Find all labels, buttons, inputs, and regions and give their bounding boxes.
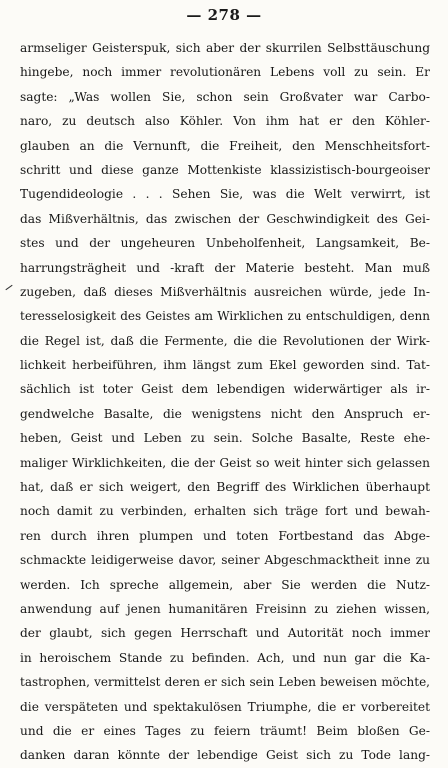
text-line-21: ren durch ihren plumpen und toten Fortbestand das Abge- [20,528,430,543]
text-line-17: heben, Geist und Leben zu sein. Solche Basalte, Reste ehe- [20,431,430,446]
text-line-30: danken daran könnte der lebendige Geist sich zu Tode lang- [20,748,430,763]
text-line-8: das Mißverhältnis, das zwischen der Geschwindigkeit des Gei- [20,211,430,226]
text-line-12: teresselosigkeit des Geistes am Wirklichen zu entschuldigen, denn [20,309,430,324]
text-line-4: naro, zu deutsch also Köhler. Von ihm hat er den Köhler- [20,114,430,129]
margin-mark [5,285,12,290]
text-line-6: schritt und diese ganze Mottenkiste klassizistisch-bourgeoiser [20,162,430,177]
text-line-28: die verspäteten und spektakulösen Triumphe, die er vorbereitet [20,699,430,714]
text-line-3: sagte: „Was wollen Sie, schon sein Großvater war Carbo- [20,89,430,104]
text-line-16: gendwelche Basalte, die wenigstens nicht den Anspruch er- [20,406,430,421]
text-line-15: sächlich ist toter Geist dem lebendigen widerwärtiger als ir- [20,382,430,397]
body-text [20,36,430,768]
text-line-7: Tugendideologie . . . Sehen Sie, was die Welt verwirrt, ist [20,187,430,202]
text-line-29: und die er eines Tages zu feiern träumt! Beim bloßen Ge- [20,723,430,738]
text-line-14: lichkeit herbeiführen, ihm längst zum Ekel geworden sind. Tat- [20,358,430,373]
text-line-13: die Regel ist, daß die Fermente, die die Revolutionen der Wirk- [20,333,430,348]
text-line-11: zugeben, daß dieses Mißverhältnis ausreichen würde, jede In- [20,284,430,299]
text-line-22: schmackte leidigerweise davor, seiner Abgeschmacktheit inne zu [20,553,430,568]
text-line-25: der glaubt, sich gegen Herrschaft und Autorität noch immer [20,626,430,641]
text-line-9: stes und der ungeheuren Unbeholfenheit, Langsamkeit, Be- [20,236,430,251]
text-line-23: werden. Ich spreche allgemein, aber Sie werden die Nutz- [20,577,430,592]
text-line-19: hat, daß er sich weigert, den Begriff des Wirklichen überhaupt [20,480,430,495]
text-line-10: harrungsträgheit und -kraft der Materie besteht. Man muß [20,260,430,275]
text-line-26: in heroischem Stande zu befinden. Ach, und nun gar die Ka- [20,650,430,665]
text-line-5: glauben an die Vernunft, die Freiheit, den Menschheitsfort- [20,138,430,153]
text-line-24: anwendung auf jenen humanitären Freisinn zu ziehen wissen, [20,601,430,616]
text-line-2: hingebe, noch immer revolutionären Lebens voll zu sein. Er [20,65,430,80]
text-line-18: maliger Wirklichkeiten, die der Geist so weit hinter sich gelassen [20,455,430,470]
page-number: — 278 — [186,6,262,24]
text-line-20: noch damit zu verbinden, erhalten sich träge fort und bewah- [20,504,430,519]
text-line-27: tastrophen, vermittelst deren er sich sein Leben beweisen möchte, [20,675,430,690]
text-line-1: armseliger Geisterspuk, sich aber der skurrilen Selbsttäuschung [20,41,430,55]
